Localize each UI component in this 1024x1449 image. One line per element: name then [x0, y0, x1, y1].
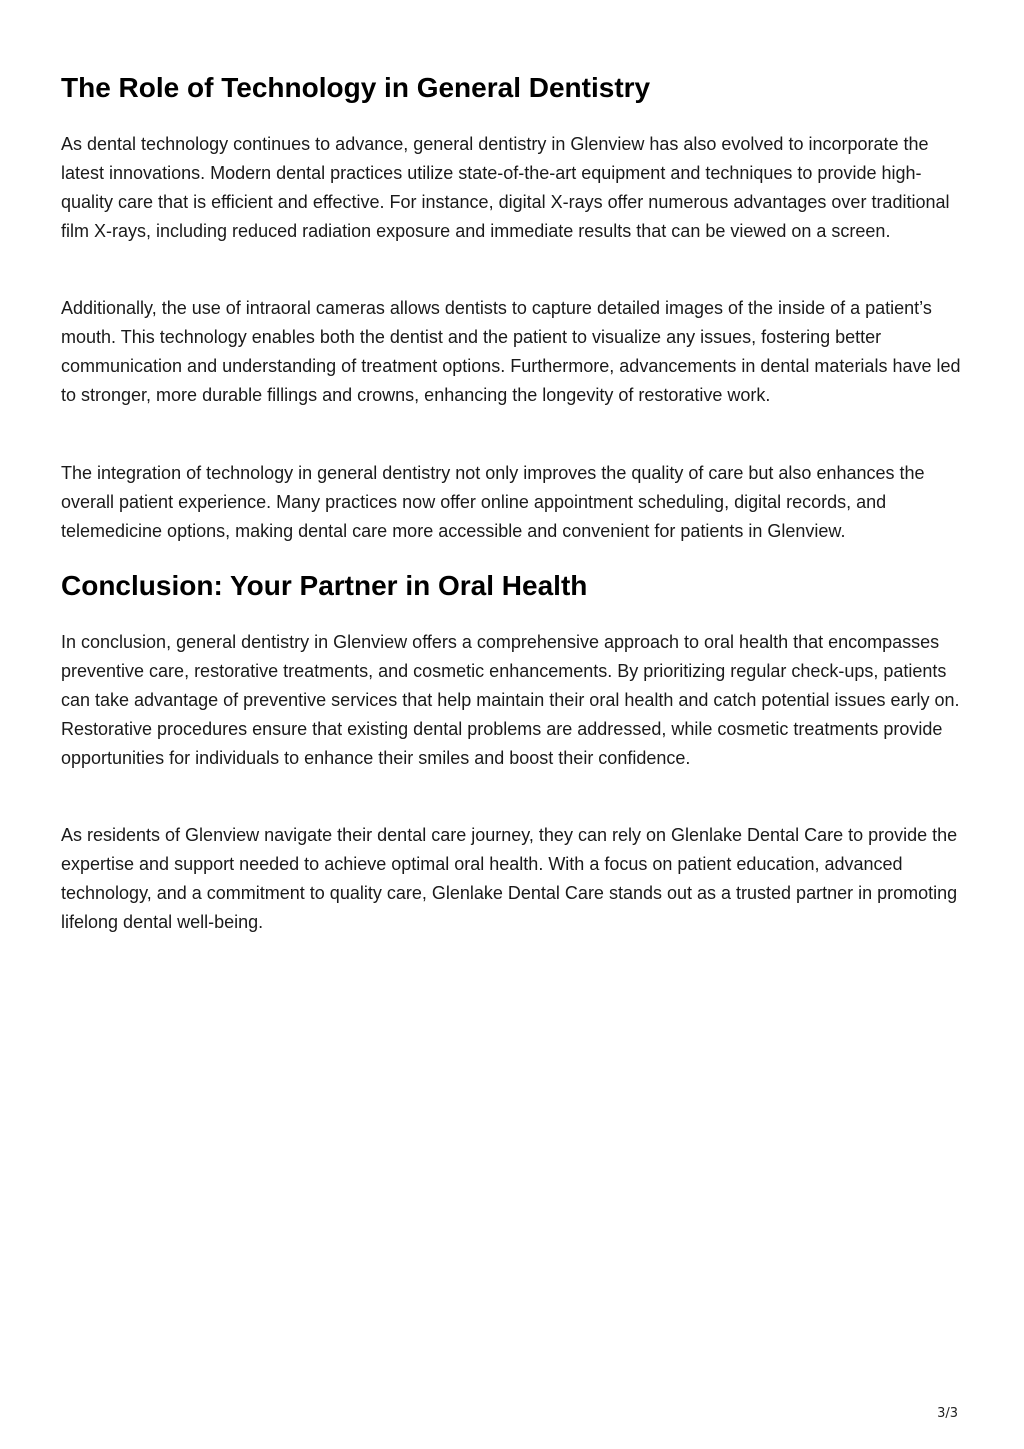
- page-number: 3/3: [937, 1406, 958, 1421]
- paragraph-technology-3: The integration of technology in general dentistry not only improves the quality of care but also enhances the overall patient experience. Many practices now offer online appointment scheduling, digital records, and telemedicine options, making dental care more accessible and convenient for patients in Glenview.: [61, 463, 925, 541]
- section-heading-conclusion: Conclusion: Your Partner in Oral Health: [61, 570, 588, 601]
- section-heading-technology: The Role of Technology in General Dentistry: [61, 72, 651, 103]
- paragraph-technology-1: As dental technology continues to advance, general dentistry in Glenview has also evolved to incorporate the latest innovations. Modern dental practices utilize state-of-the-art equipment and techniques to provide high-quality care that is efficient and effective. For instance, digital X-rays offer numerous advantages over traditional film X-rays, including reduced radiation exposure and immediate results that can be viewed on a screen.: [61, 134, 950, 241]
- paragraph-conclusion-1: In conclusion, general dentistry in Glenview offers a comprehensive approach to oral health that encompasses preventive care, restorative treatments, and cosmetic enhancements. By prioritizing regular check-ups, patients can take advantage of preventive services that help maintain their oral health and catch potential issues early on. Restorative procedures ensure that existing dental problems are addressed, while cosmetic treatments provide opportunities for individuals to enhance their smiles and boost their confidence.: [61, 632, 960, 768]
- paragraph-technology-2: Additionally, the use of intraoral cameras allows dentists to capture detailed images of the inside of a patient’s mouth. This technology enables both the dentist and the patient to visualize any issues, fostering better communication and understanding of treatment options. Furthermore, advancements in dental materials have led to stronger, more durable fillings and crowns, enhancing the longevity of restorative work.: [61, 298, 961, 405]
- paragraph-conclusion-2: As residents of Glenview navigate their dental care journey, they can rely on Glenlake Dental Care to provide the expertise and support needed to achieve optimal oral health. With a focus on patient education, advanced technology, and a commitment to quality care, Glenlake Dental Care stands out as a trusted partner in promoting lifelong dental well-being.: [61, 825, 958, 932]
